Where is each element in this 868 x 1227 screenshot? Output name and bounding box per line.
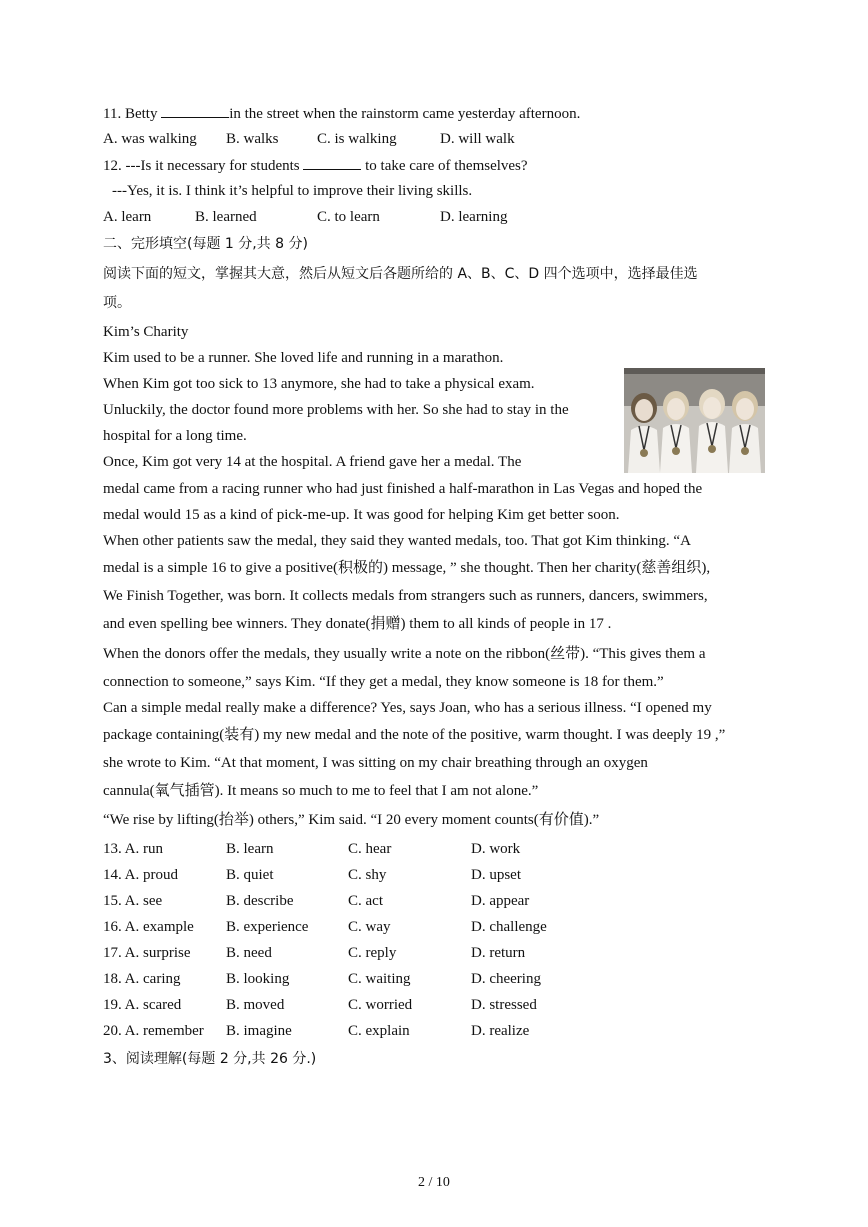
option-a: 13. A. run xyxy=(103,841,163,857)
option-a: 14. A. proud xyxy=(103,867,178,883)
passage-line: connection to someone,” says Kim. “If they get a medal, they know someone is 18 for them.” xyxy=(103,674,664,690)
option-c: C. shy xyxy=(348,867,387,883)
option-d: D. appear xyxy=(471,893,530,909)
option-b: B. experience xyxy=(226,919,309,935)
answer-blank xyxy=(303,155,361,170)
option-d: D. upset xyxy=(471,867,521,883)
option-c: C. way xyxy=(348,919,391,935)
option-b: B. need xyxy=(226,945,272,961)
section-2-instruction-line2: 项。 xyxy=(103,295,131,311)
passage-line: Can a simple medal really make a difference? Yes, says Joan, who has a serious illness. “I opened my xyxy=(103,700,712,716)
option-c: C. reply xyxy=(348,945,397,961)
passage-line: medal is a simple 16 to give a positive(积极的) message, ” she thought. Then her charity(慈善组织), xyxy=(103,560,711,576)
section-3-heading: 3、阅读理解(每题 2 分,共 26 分.) xyxy=(103,1051,317,1067)
option-a: A. was walking xyxy=(103,131,197,147)
passage-line: and even spelling bee winners. They donate(捐赠) them to all kinds of people in 17 . xyxy=(103,616,612,632)
option-c: C. worried xyxy=(348,997,413,1013)
option-d: D. will walk xyxy=(440,131,515,147)
passage-line: medal would 15 as a kind of pick-me-up. It was good for helping Kim get better soon. xyxy=(103,507,620,523)
option-d: D. return xyxy=(471,945,526,961)
passage-line: When Kim got too sick to 13 anymore, she had to take a physical exam. xyxy=(103,376,535,392)
option-a: 18. A. caring xyxy=(103,971,181,987)
page-number: 2 / 10 xyxy=(418,1175,450,1190)
passage-line: package containing(装有) my new medal and the note of the positive, warm thought. I was deeply 19 ,” xyxy=(103,727,726,743)
option-c: C. is walking xyxy=(317,131,397,147)
girls-with-medals-photo xyxy=(624,368,765,473)
option-c: C. to learn xyxy=(317,209,380,225)
option-d: D. realize xyxy=(471,1023,530,1039)
option-c: C. waiting xyxy=(348,971,411,987)
option-d: D. cheering xyxy=(471,971,541,987)
option-c: C. hear xyxy=(348,841,392,857)
section-2-heading: 二、完形填空(每题 1 分,共 8 分) xyxy=(103,236,308,252)
passage-title: Kim’s Charity xyxy=(103,324,189,340)
section-2-instruction-line1: 阅读下面的短文，掌握其大意，然后从短文后各题所给的 A、B、C、D 四个选项中，选择最佳选 xyxy=(103,266,698,282)
option-a: 20. A. remember xyxy=(103,1023,204,1039)
option-b: B. describe xyxy=(226,893,294,909)
passage-line: Kim used to be a runner. She loved life and running in a marathon. xyxy=(103,350,504,366)
option-c: C. explain xyxy=(348,1023,410,1039)
option-a: 15. A. see xyxy=(103,893,163,909)
question-11-stem: 11. Betty in the street when the rainstorm came yesterday afternoon. xyxy=(103,103,580,124)
option-a: 19. A. scared xyxy=(103,997,182,1013)
option-c: C. act xyxy=(348,893,383,909)
option-a: 16. A. example xyxy=(103,919,194,935)
question-12-answer: ---Yes, it is. I think it’s helpful to improve their living skills. xyxy=(112,183,473,199)
option-d: D. challenge xyxy=(471,919,547,935)
passage-line: she wrote to Kim. “At that moment, I was sitting on my chair breathing through an oxygen xyxy=(103,755,648,771)
passage-line: medal came from a racing runner who had just finished a half-marathon in Las Vegas and hoped the xyxy=(103,481,703,497)
passage-line: When the donors offer the medals, they usually write a note on the ribbon(丝带). “This gives them a xyxy=(103,646,706,662)
option-b: B. learn xyxy=(226,841,274,857)
option-d: D. work xyxy=(471,841,521,857)
option-b: B. imagine xyxy=(226,1023,292,1039)
option-a: A. learn xyxy=(103,209,152,225)
option-b: B. quiet xyxy=(226,867,274,883)
option-b: B. looking xyxy=(226,971,290,987)
option-a: 17. A. surprise xyxy=(103,945,191,961)
question-12-stem: 12. ---Is it necessary for students to take care of themselves? xyxy=(103,155,528,176)
passage-line: hospital for a long time. xyxy=(103,428,247,444)
passage-line: We Finish Together, was born. It collects medals from strangers such as runners, dancers, swimmers, xyxy=(103,588,708,604)
passage-line: cannula(氧气插管). It means so much to me to feel that I am not alone.” xyxy=(103,783,539,799)
option-d: D. learning xyxy=(440,209,508,225)
passage-line: Once, Kim got very 14 at the hospital. A friend gave her a medal. The xyxy=(103,454,522,470)
option-b: B. moved xyxy=(226,997,285,1013)
option-b: B. learned xyxy=(195,209,257,225)
passage-line: “We rise by lifting(抬举) others,” Kim said. “I 20 every moment counts(有价值).” xyxy=(103,812,600,828)
option-b: B. walks xyxy=(226,131,279,147)
passage-line: When other patients saw the medal, they said they wanted medals, too. That got Kim thinking. “A xyxy=(103,533,691,549)
passage-line: Unluckily, the doctor found more problems with her. So she had to stay in the xyxy=(103,402,569,418)
answer-blank xyxy=(161,103,229,118)
option-d: D. stressed xyxy=(471,997,537,1013)
